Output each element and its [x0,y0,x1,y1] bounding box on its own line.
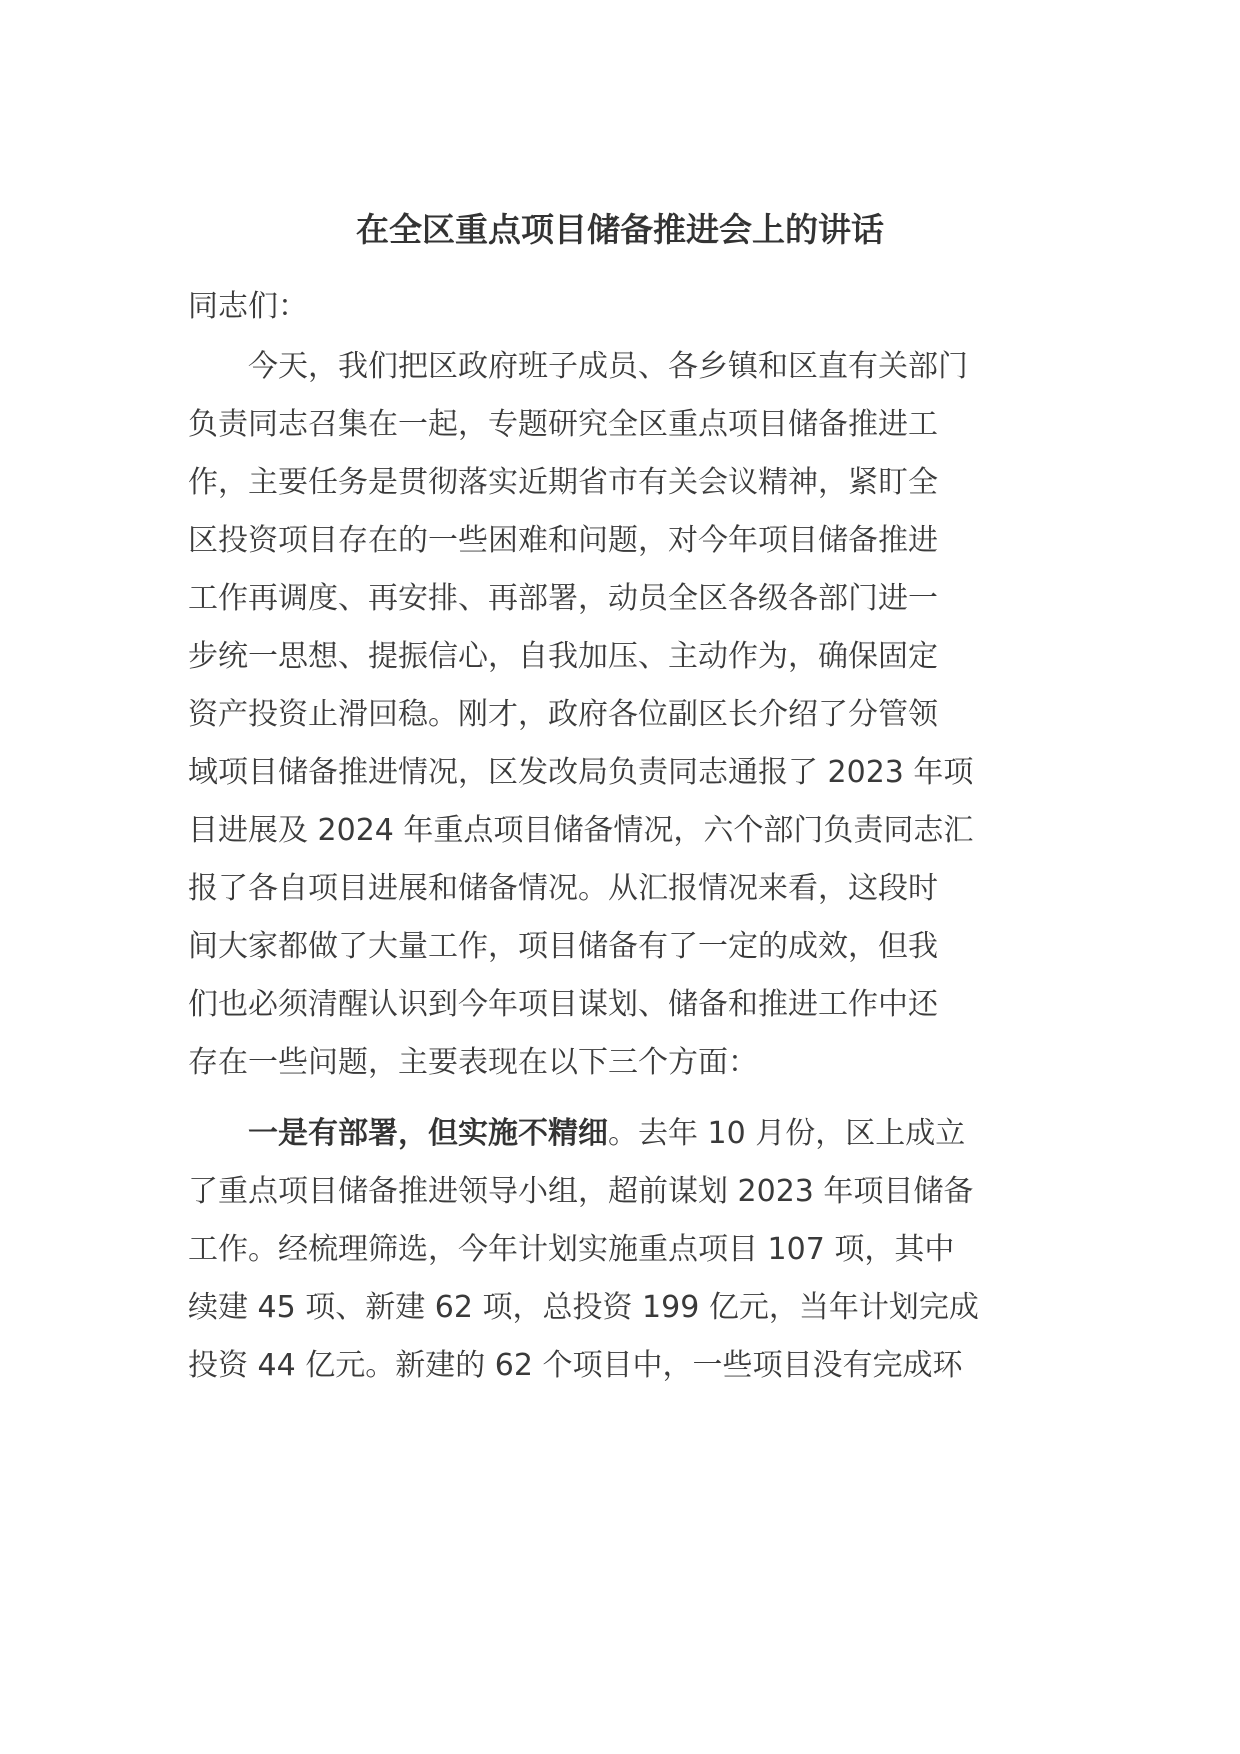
paragraph-line: 报了各自项目进展和储备情况。从汇报情况来看，这段时 [188,871,938,906]
paragraph-line: 间大家都做了大量工作，项目储备有了一定的成效，但我 [188,929,938,964]
document-title: 在全区重点项目储备推进会上的讲话 [356,210,884,249]
paragraph-line: 工作。经梳理筛选，今年计划实施重点项目 107 项，其中 [188,1232,955,1267]
paragraph-line: 存在一些问题，主要表现在以下三个方面： [188,1045,758,1080]
paragraph-line: 区投资项目存在的一些困难和问题，对今年项目储备推进 [188,523,938,558]
paragraph-line: 了重点项目储备推进领导小组，超前谋划 2023 年项目储备 [188,1174,974,1209]
paragraph-line: 步统一思想、提振信心，自我加压、主动作为，确保固定 [188,639,938,674]
paragraph-line: 域项目储备推进情况，区发改局负责同志通报了 2023 年项 [188,755,974,790]
paragraph-line: 资产投资止滑回稳。刚才，政府各位副区长介绍了分管领 [188,697,938,732]
paragraph-line: 负责同志召集在一起，专题研究全区重点项目储备推进工 [188,407,938,442]
paragraph-line: 们也必须清醒认识到今年项目谋划、储备和推进工作中还 [188,987,938,1022]
section-heading: 一是有部署，但实施不精细 [248,1116,608,1151]
paragraph-line: 续建 45 项、新建 62 项，总投资 199 亿元，当年计划完成 [188,1290,979,1325]
paragraph-line: 今天，我们把区政府班子成员、各乡镇和区直有关部门 [188,349,968,384]
paragraph-line: 投资 44 亿元。新建的 62 个项目中，一些项目没有完成环 [188,1348,963,1383]
paragraph-line: 作，主要任务是贯彻落实近期省市有关会议精神，紧盯全 [188,465,938,500]
paragraph-line: 目进展及 2024 年重点项目储备情况，六个部门负责同志汇 [188,813,974,848]
salutation: 同志们： [188,289,308,324]
paragraph-line-rest: 。去年 10 月份，区上成立 [608,1116,966,1151]
indent [188,1116,248,1151]
paragraph-line: 工作再调度、再安排、再部署，动员全区各级各部门进一 [188,581,938,616]
paragraph-line [188,1104,965,1164]
